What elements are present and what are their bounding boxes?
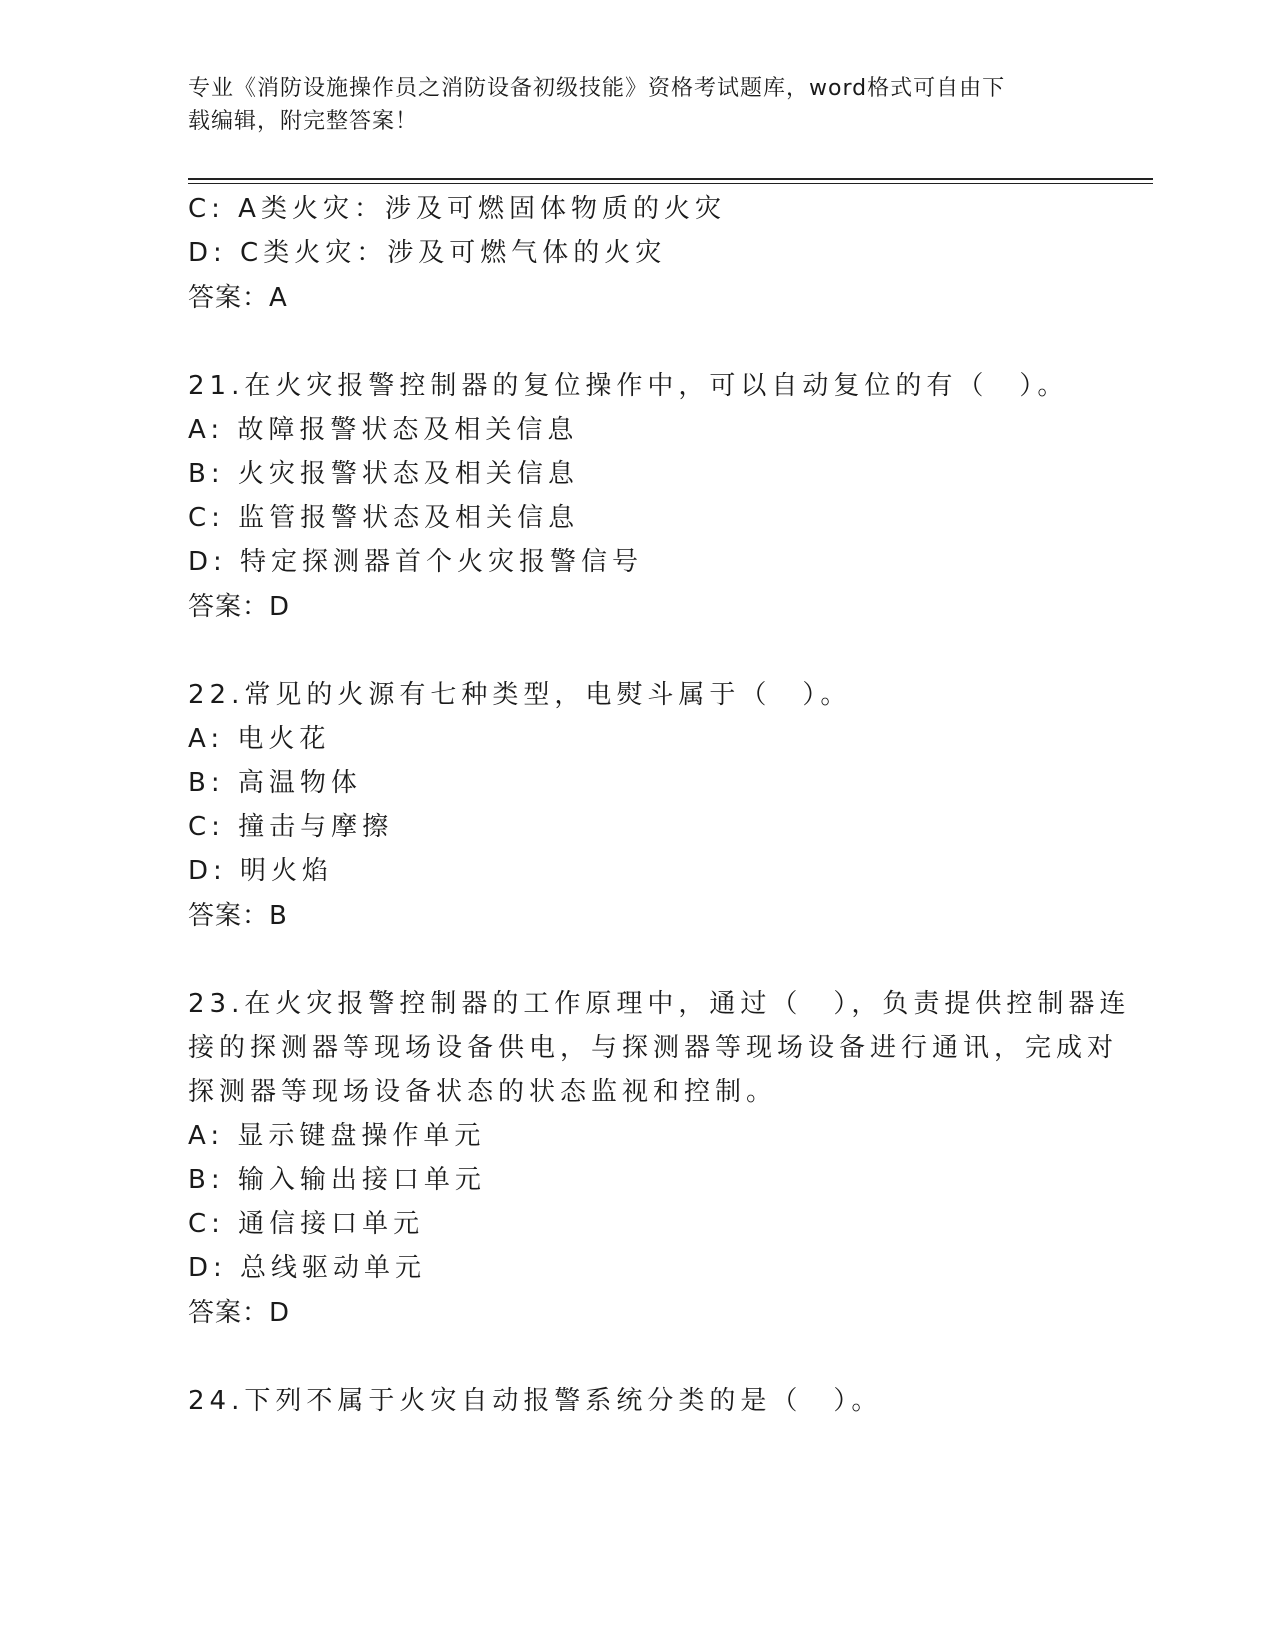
q20-answer: 答案：A xyxy=(188,283,288,313)
header-divider-thick xyxy=(188,178,1153,180)
q21-option-a: A: 故障报警状态及相关信息 xyxy=(188,415,579,445)
header-line-1: 专业《消防设施操作员之消防设备初级技能》资格考试题库，word格式可自由下 xyxy=(188,76,1006,101)
q23-answer: 答案：D xyxy=(188,1298,291,1328)
q21-option-d: D: 特定探测器首个火灾报警信号 xyxy=(188,547,644,577)
document-header xyxy=(188,72,1088,138)
q20-option-c: C: A类火灾：涉及可燃固体物质的火灾 xyxy=(188,194,726,224)
q21-answer: 答案：D xyxy=(188,592,291,622)
q22-answer: 答案：B xyxy=(188,901,288,931)
header-divider-thin xyxy=(188,183,1153,184)
q22-option-b: B: 高温物体 xyxy=(188,768,362,798)
q23-option-a: A: 显示键盘操作单元 xyxy=(188,1121,486,1151)
q23-option-b: B: 输入输出接口单元 xyxy=(188,1165,486,1195)
q22-question: 22.常见的火源有七种类型，电熨斗属于（ ）。 xyxy=(188,680,852,710)
q22-option-c: C: 撞击与摩擦 xyxy=(188,812,394,842)
q23-option-c: C: 通信接口单元 xyxy=(188,1209,425,1239)
q23-option-d: D: 总线驱动单元 xyxy=(188,1253,427,1283)
q23-question-line-1: 23.在火灾报警控制器的工作原理中，通过（ ），负责提供控制器连 xyxy=(188,989,1131,1019)
q22-option-d: D: 明火焰 xyxy=(188,856,334,886)
q21-option-b: B: 火灾报警状态及相关信息 xyxy=(188,459,579,489)
q22-option-a: A: 电火花 xyxy=(188,724,331,754)
q21-question: 21.在火灾报警控制器的复位操作中，可以自动复位的有（ ）。 xyxy=(188,371,1069,401)
q20-option-d: D: C类火灾：涉及可燃气体的火灾 xyxy=(188,238,667,268)
q23-question-line-2: 接的探测器等现场设备供电，与探测器等现场设备进行通讯，完成对 xyxy=(188,1033,1119,1063)
q21-option-c: C: 监管报警状态及相关信息 xyxy=(188,503,580,533)
q23-question-line-3: 探测器等现场设备状态的状态监视和控制。 xyxy=(188,1077,778,1107)
header-line-2: 载编辑，附完整答案！ xyxy=(188,109,419,134)
q24-question: 24.下列不属于火灾自动报警系统分类的是（ ）。 xyxy=(188,1386,883,1416)
